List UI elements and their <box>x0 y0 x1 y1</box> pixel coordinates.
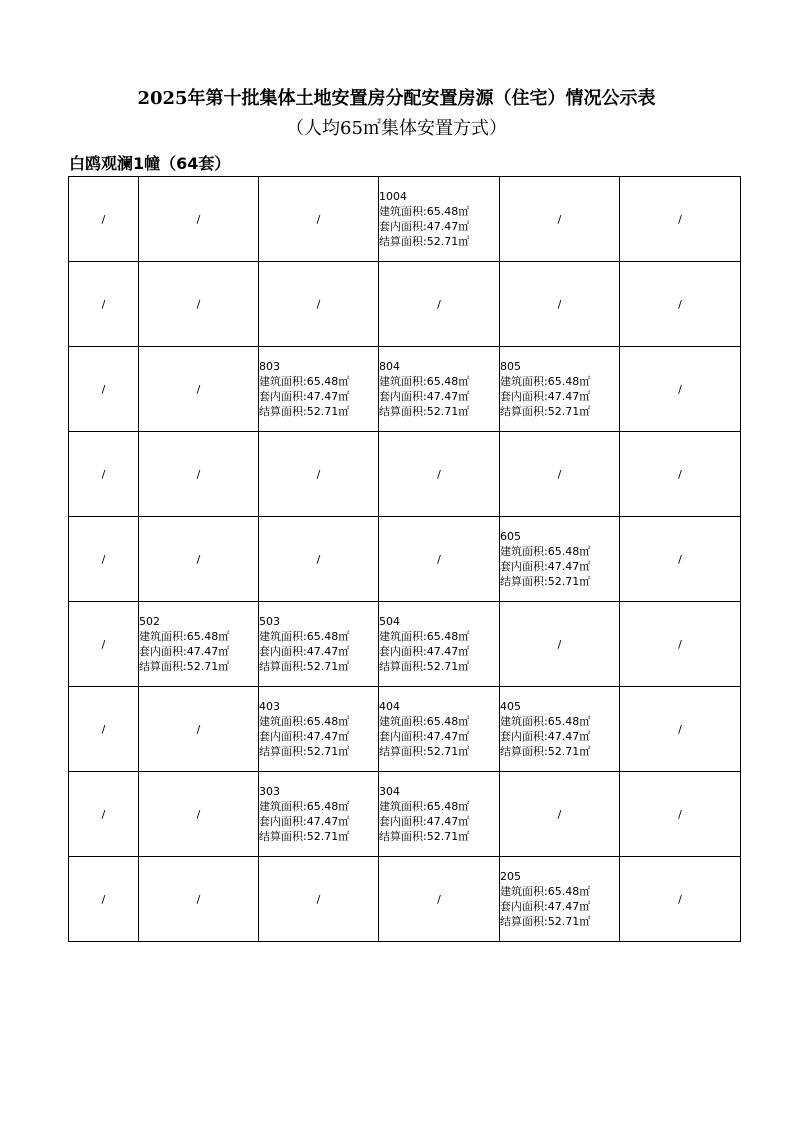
build-area: 建筑面积:65.48㎡ <box>500 715 591 728</box>
unit-cell <box>379 772 500 857</box>
inner-area: 套内面积:47.47㎡ <box>500 900 591 913</box>
unit-cell <box>259 347 379 432</box>
settle-area: 结算面积:52.71㎡ <box>259 405 350 418</box>
inner-area: 套内面积:47.47㎡ <box>259 390 350 403</box>
settle-area: 结算面积:52.71㎡ <box>500 575 591 588</box>
empty-cell: / <box>69 857 139 942</box>
unit-number: 304 <box>379 785 400 798</box>
build-area: 建筑面积:65.48㎡ <box>379 800 470 813</box>
empty-cell: / <box>139 857 259 942</box>
unit-cell <box>259 687 379 772</box>
empty-cell: / <box>259 517 379 602</box>
unit-cell <box>379 602 500 687</box>
inner-area: 套内面积:47.47㎡ <box>500 730 591 743</box>
empty-cell: / <box>620 772 741 857</box>
empty-cell: / <box>620 602 741 687</box>
build-area: 建筑面积:65.48㎡ <box>259 800 350 813</box>
settle-area: 结算面积:52.71㎡ <box>500 405 591 418</box>
settle-area: 结算面积:52.71㎡ <box>379 235 470 248</box>
unit-number: 803 <box>259 360 280 373</box>
table-row <box>69 517 741 602</box>
unit-cell <box>500 857 620 942</box>
empty-cell: / <box>69 517 139 602</box>
build-area: 建筑面积:65.48㎡ <box>259 715 350 728</box>
build-area: 建筑面积:65.48㎡ <box>139 630 230 643</box>
build-area: 建筑面积:65.48㎡ <box>259 375 350 388</box>
housing-grid <box>68 176 741 942</box>
unit-number: 805 <box>500 360 521 373</box>
build-area: 建筑面积:65.48㎡ <box>379 205 470 218</box>
empty-cell: / <box>139 772 259 857</box>
unit-cell <box>379 687 500 772</box>
build-area: 建筑面积:65.48㎡ <box>259 630 350 643</box>
building-label: 白鸥观澜1幢（64套） <box>69 154 231 173</box>
unit-number: 504 <box>379 615 400 628</box>
unit-number: 605 <box>500 530 521 543</box>
settle-area: 结算面积:52.71㎡ <box>259 660 350 673</box>
unit-cell <box>259 772 379 857</box>
build-area: 建筑面积:65.48㎡ <box>500 545 591 558</box>
empty-cell: / <box>620 687 741 772</box>
table-row <box>69 177 741 262</box>
table-row <box>69 687 741 772</box>
build-area: 建筑面积:65.48㎡ <box>379 715 470 728</box>
settle-area: 结算面积:52.71㎡ <box>379 660 470 673</box>
table-row <box>69 347 741 432</box>
unit-number: 205 <box>500 870 521 883</box>
inner-area: 套内面积:47.47㎡ <box>259 730 350 743</box>
unit-cell <box>259 602 379 687</box>
inner-area: 套内面积:47.47㎡ <box>379 220 470 233</box>
unit-cell <box>500 517 620 602</box>
unit-number: 405 <box>500 700 521 713</box>
inner-area: 套内面积:47.47㎡ <box>259 815 350 828</box>
empty-cell: / <box>69 262 139 347</box>
inner-area: 套内面积:47.47㎡ <box>379 730 470 743</box>
table-row <box>69 857 741 942</box>
empty-cell: / <box>620 857 741 942</box>
empty-cell: / <box>259 262 379 347</box>
inner-area: 套内面积:47.47㎡ <box>139 645 230 658</box>
unit-cell <box>379 177 500 262</box>
build-area: 建筑面积:65.48㎡ <box>379 630 470 643</box>
inner-area: 套内面积:47.47㎡ <box>379 645 470 658</box>
inner-area: 套内面积:47.47㎡ <box>500 560 591 573</box>
unit-number: 1004 <box>379 190 407 203</box>
settle-area: 结算面积:52.71㎡ <box>259 745 350 758</box>
settle-area: 结算面积:52.71㎡ <box>379 830 470 843</box>
unit-cell <box>379 347 500 432</box>
inner-area: 套内面积:47.47㎡ <box>379 815 470 828</box>
table-row <box>69 772 741 857</box>
empty-cell: / <box>69 177 139 262</box>
empty-cell: / <box>259 177 379 262</box>
empty-cell: / <box>379 432 500 517</box>
empty-cell: / <box>379 857 500 942</box>
build-area: 建筑面积:65.48㎡ <box>500 885 591 898</box>
empty-cell: / <box>500 772 620 857</box>
table-row <box>69 262 741 347</box>
empty-cell: / <box>139 177 259 262</box>
unit-number: 403 <box>259 700 280 713</box>
unit-number: 503 <box>259 615 280 628</box>
empty-cell: / <box>69 772 139 857</box>
document-subtitle: （人均65㎡集体安置方式） <box>286 118 507 139</box>
unit-number: 404 <box>379 700 400 713</box>
empty-cell: / <box>139 262 259 347</box>
empty-cell: / <box>620 347 741 432</box>
empty-cell: / <box>379 517 500 602</box>
unit-cell <box>500 687 620 772</box>
unit-number: 303 <box>259 785 280 798</box>
settle-area: 结算面积:52.71㎡ <box>379 405 470 418</box>
empty-cell: / <box>139 347 259 432</box>
settle-area: 结算面积:52.71㎡ <box>139 660 230 673</box>
unit-cell <box>500 347 620 432</box>
empty-cell: / <box>69 347 139 432</box>
table-row <box>69 602 741 687</box>
settle-area: 结算面积:52.71㎡ <box>500 745 591 758</box>
empty-cell: / <box>500 432 620 517</box>
inner-area: 套内面积:47.47㎡ <box>379 390 470 403</box>
empty-cell: / <box>259 857 379 942</box>
empty-cell: / <box>500 177 620 262</box>
empty-cell: / <box>69 602 139 687</box>
table-row <box>69 432 741 517</box>
empty-cell: / <box>379 262 500 347</box>
empty-cell: / <box>620 262 741 347</box>
empty-cell: / <box>139 517 259 602</box>
empty-cell: / <box>69 687 139 772</box>
inner-area: 套内面积:47.47㎡ <box>500 390 591 403</box>
unit-cell <box>139 602 259 687</box>
build-area: 建筑面积:65.48㎡ <box>379 375 470 388</box>
empty-cell: / <box>500 262 620 347</box>
settle-area: 结算面积:52.71㎡ <box>379 745 470 758</box>
settle-area: 结算面积:52.71㎡ <box>259 830 350 843</box>
empty-cell: / <box>620 432 741 517</box>
settle-area: 结算面积:52.71㎡ <box>500 915 591 928</box>
build-area: 建筑面积:65.48㎡ <box>500 375 591 388</box>
inner-area: 套内面积:47.47㎡ <box>259 645 350 658</box>
document-title: 2025年第十批集体土地安置房分配安置房源（住宅）情况公示表 <box>137 88 656 109</box>
empty-cell: / <box>259 432 379 517</box>
empty-cell: / <box>139 432 259 517</box>
empty-cell: / <box>500 602 620 687</box>
unit-number: 502 <box>139 615 160 628</box>
empty-cell: / <box>69 432 139 517</box>
empty-cell: / <box>620 177 741 262</box>
unit-number: 804 <box>379 360 400 373</box>
empty-cell: / <box>139 687 259 772</box>
empty-cell: / <box>620 517 741 602</box>
